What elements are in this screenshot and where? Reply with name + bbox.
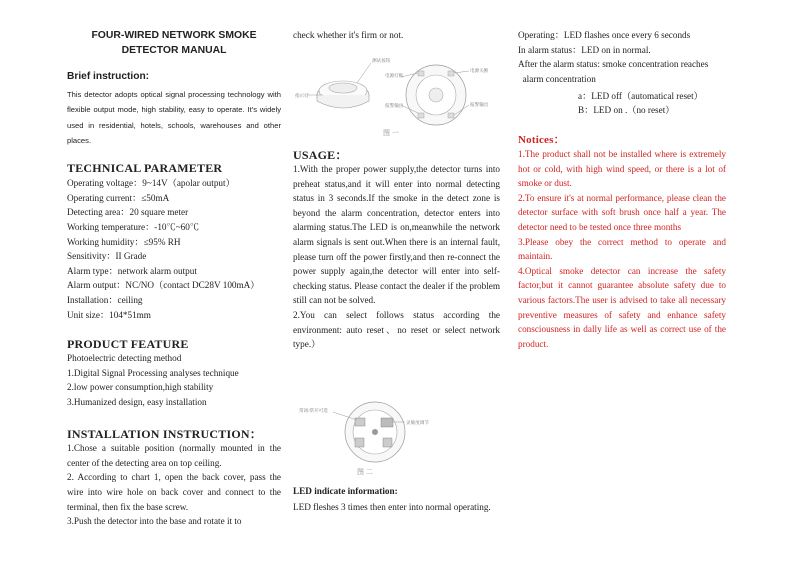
status-line: Operating：LED flashes once every 6 seconds — [518, 30, 691, 40]
tech-item: Operating current：≤50mA — [67, 192, 170, 203]
usage-heading: USAGE： — [293, 148, 348, 162]
status-line: alarm concentration — [518, 73, 596, 84]
fig1-label: 电源关断 — [470, 68, 489, 73]
fig1-label: 指示灯 — [295, 93, 309, 98]
product-item: 3.Humanized design, easy installation — [67, 396, 207, 407]
product-list — [67, 351, 281, 410]
option-b: B：LED on .（no reset） — [578, 105, 675, 115]
product-item: 2.low power consumption,high stability — [67, 382, 214, 393]
fig1-label: 电源灯框 — [385, 73, 404, 78]
tech-item: Working humidity：≤95% RH — [67, 236, 181, 247]
install-heading: INSTALLATION INSTRUCTION： — [67, 427, 262, 441]
led-text: LED fleshes 3 times then enter into normal operating. — [293, 502, 491, 512]
fig1-caption: 图 一 — [383, 129, 399, 137]
manual-title-line2: DETECTOR MANUAL — [121, 45, 227, 56]
usage-text: 1.With the proper power supply,the detector turns into preheat status,and it will enter into normal detecting status in 3 seconds.If the smoke in the detect zone is beyond the alarm concentration, detector enters into alarming status.The LED is on,meanwhile the network alarm signals is sent out.When there is an internal fault, please turn off the power firstly,and then re-connect the power supply again,the detector will enter into self-checking status. Please contact the dealer if the problem still can not be solved. 2.You can select follows status according the environment: auto reset、no reset or select network type.） — [293, 164, 500, 350]
figure-two-diagram — [293, 398, 500, 478]
fig2-label: 常闭/常开可选 — [299, 408, 328, 413]
tech-item: Alarm output：NC/NO（contact DC28V 100mA） — [67, 280, 260, 291]
tech-item: Unit size：104*51mm — [67, 309, 151, 320]
product-item: Photoelectric detecting method — [67, 353, 182, 363]
product-heading: PRODUCT FEATURE — [67, 337, 189, 351]
figure-one-diagram — [293, 55, 500, 140]
notices-text: 1.The product shall not be installed where is extremely hot or cold, with high wind speed, or there is a lot of smoke or dust. 2.To ensure it's at normal performance, please clean the detector surface with soft brush once half a year. The detector need to be tested once three months 3.Please obey the correct method to operate and maintain. 4.Optical smoke detector can increase the safety factor,but it cannot guarantee absolute safety due to various factors.The user is advised to take all necessary preventive measures of safety and enhance safety consciousness in dally life as well as correct use of the product. — [518, 149, 726, 349]
tech-item: Operating voltage：9~14V（apolar output） — [67, 178, 235, 188]
install-continued-text: check whether it's firm or not. — [293, 30, 404, 40]
brief-heading: Brief instruction: — [67, 71, 150, 82]
tech-list — [67, 176, 281, 322]
led-heading: LED indicate information: — [293, 486, 398, 496]
brief-text: This detector adopts optical signal processing technology with flexible output mode, high stability, easy to operate. It's widely used in residential, hotels, schools, warehouses and other places. — [67, 90, 281, 145]
manual-title-line1: FOUR-WIRED NETWORK SMOKE — [91, 30, 257, 41]
install-text: 1.Chose a suitable position (normally mounted in the center of the detecting area on top ceiling. 2. According to chart 1, open the back cover, pass the wire into wire hole on back cover and connect to the terminal, then fix the base screw. 3.Push the detector into the base and rotate it to — [67, 443, 281, 527]
fig2-caption: 图 二 — [357, 468, 373, 476]
tech-item: Working temperature：-10℃~60℃ — [67, 221, 200, 232]
notices-heading: Notices： — [518, 134, 565, 146]
tech-heading: TECHNICAL PARAMETER — [67, 161, 223, 175]
tech-item: Detecting area：20 square meter — [67, 207, 189, 218]
fig1-label: 报警输出 — [470, 102, 489, 107]
option-a: a：LED off（automatical reset） — [578, 91, 703, 101]
operating-status-list — [518, 28, 726, 87]
tech-item: Installation：ceiling — [67, 295, 143, 306]
tech-item: Alarm type：network alarm output — [67, 265, 197, 276]
status-line: After the alarm status: smoke concentration reaches — [518, 59, 709, 70]
product-item: 1.Digital Signal Processing analyses technique — [67, 367, 239, 378]
fig1-label: 报警输出 — [385, 103, 404, 108]
fig1-label: 测试按钮 — [372, 58, 391, 63]
fig2-label: 灵敏度调节 — [406, 420, 429, 425]
tech-item: Sensitivity：II Grade — [67, 251, 147, 262]
status-line: In alarm status：LED on in normal. — [518, 44, 651, 55]
